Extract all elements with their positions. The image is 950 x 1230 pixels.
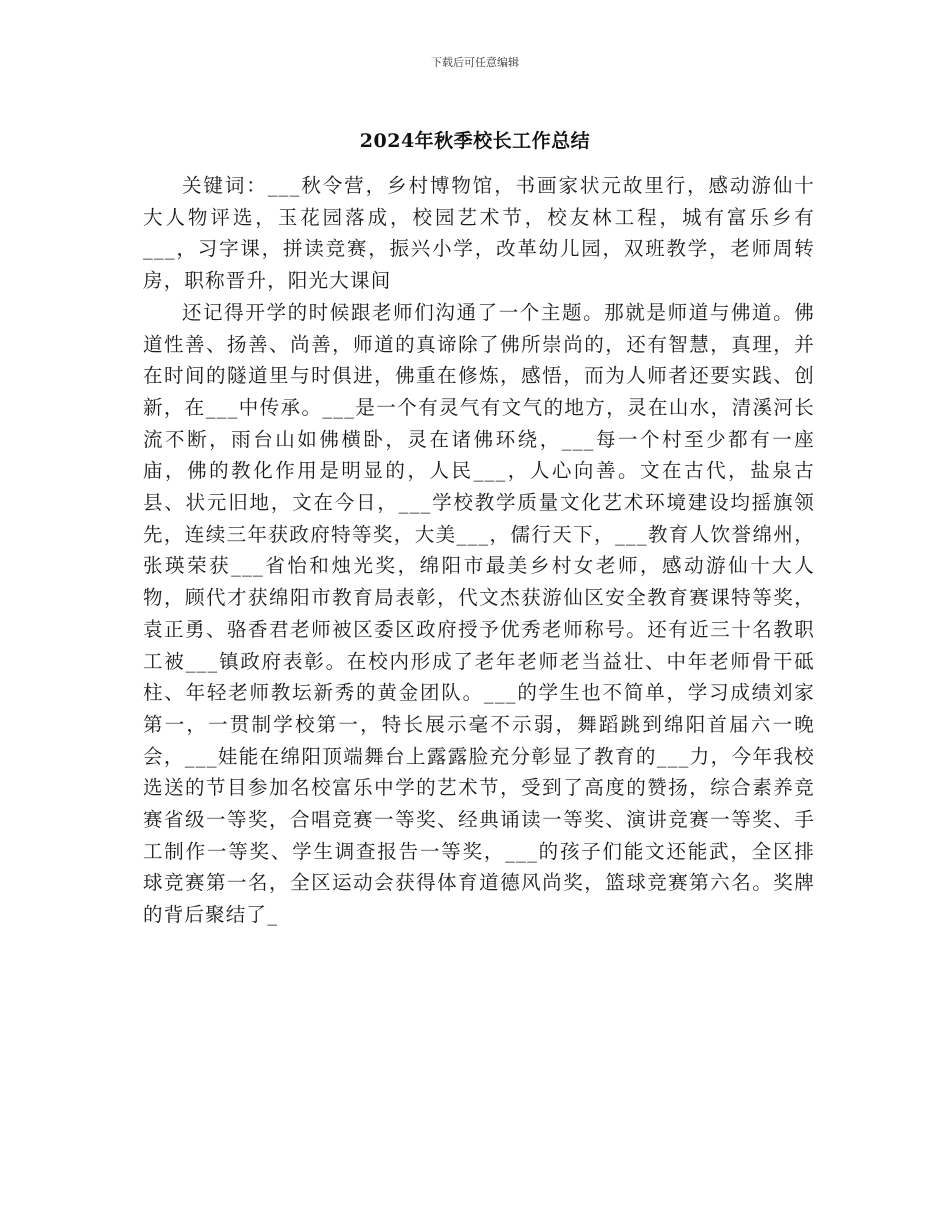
keywords-paragraph: 关键词：___秋令营，乡村博物馆，书画家状元故里行，感动游仙十大人物评选，玉花园落成，校园艺术节，校友林工程，城有富乐乡有___，习字课，拼读竞赛，振兴小学，改革幼儿园，双班教学，老师周转房，职称晋升，阳光大课间 [143, 174, 815, 293]
document-title: 2024年秋季校长工作总结 [359, 130, 591, 152]
page-header-note: 下载后可任意编辑 [431, 56, 519, 69]
document-body [143, 170, 815, 931]
body-paragraph: 还记得开学的时候跟老师们沟通了一个主题。那就是师道与佛道。佛道性善、扬善、尚善，师道的真谛除了佛所崇尚的，还有智慧，真理，并在时间的隧道里与时俱进，佛重在修炼，感悟，而为人师者还要实践、创新，在___中传承。___是一个有灵气有文气的地方，灵在山水，清溪河长流不断，雨台山如佛横卧，灵在诸佛环绕，___每一个村至少都有一座庙，佛的教化作用是明显的，人民___，人心向善。文在古代，盐泉古县、状元旧地，文在今日，___学校教学质量文化艺术环境建设均摇旗领先，连续三年获政府特等奖，大美___，儒行天下，___教育人饮誉绵州，张瑛荣获___省怡和烛光奖，绵阳市最美乡村女老师，感动游仙十大人物，顾代才获绵阳市教育局表彰，代文杰获游仙区安全教育赛课特等奖，袁正勇、骆香君老师被区委区政府授予优秀老师称号。还有近三十名教职工被___镇政府表彰。在校内形成了老年老师老当益壮、中年老师骨干砥柱、年轻老师教坛新秀的黄金团队。___的学生也不简单，学习成绩刘家第一，一贯制学校第一，特长展示毫不示弱，舞蹈跳到绵阳首届六一晚会，___娃能在绵阳顶端舞台上露露脸充分彰显了教育的___力，今年我校选送的节目参加名校富乐中学的艺术节，受到了高度的赞扬，综合素养竞赛省级一等奖，合唱竞赛一等奖、经典诵读一等奖、演讲竞赛一等奖、手工制作一等奖、学生调查报告一等奖，___的孩子们能文还能武，全区排球竞赛第一名，全区运动会获得体育道德风尚奖，篮球竞赛第六名。奖牌的背后聚结了_ [143, 300, 815, 927]
